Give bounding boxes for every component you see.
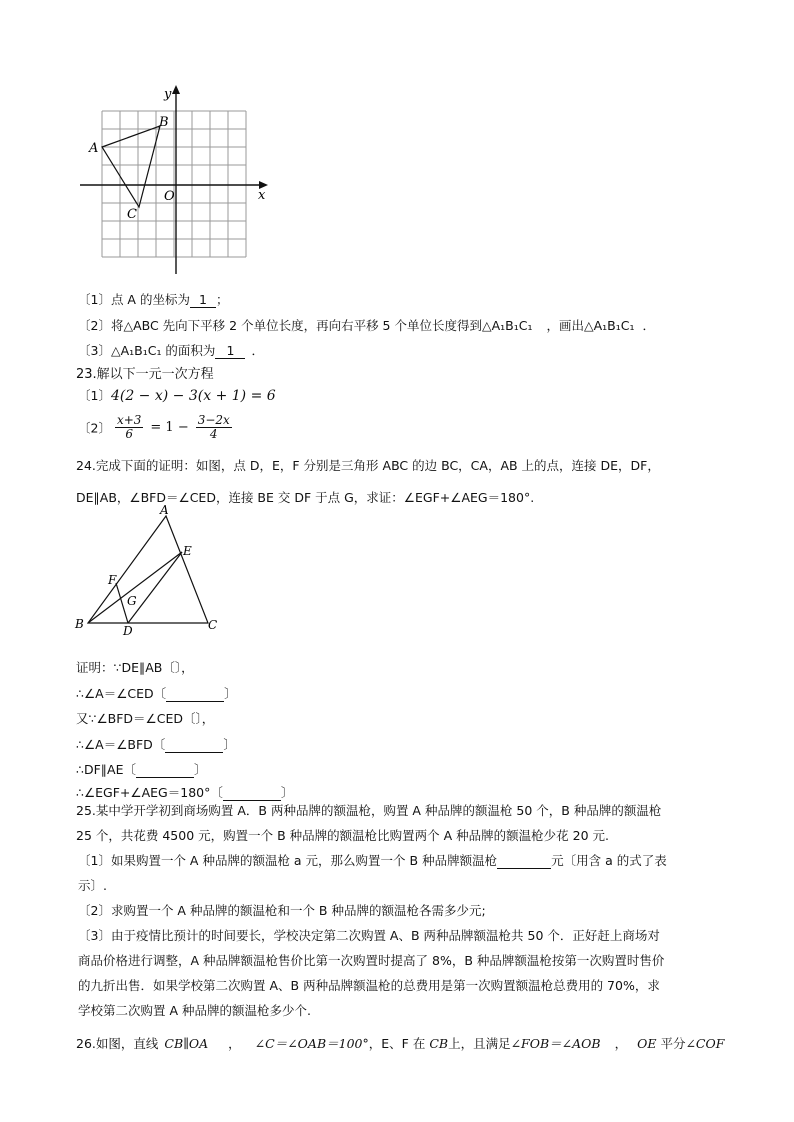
fig-label-d: D	[123, 624, 133, 638]
proof-line-2: ∴∠A＝∠CED〔 〕	[76, 686, 237, 701]
proof-line-4: ∴∠A＝∠BFD〔 〕	[76, 737, 236, 752]
q22-part1	[78, 290, 228, 308]
proof-line-3: 又∵∠BFD＝∠CED〔〕，	[76, 711, 215, 726]
triangle-abc-outline	[88, 516, 208, 623]
segment-de	[128, 552, 182, 623]
q23-fraction-right: $\frac{3-2x}{4}$	[197, 413, 230, 441]
q23-part1-label: 〔1〕	[78, 388, 111, 403]
q25-part3-line3: 的九折出售．如果学校第二次购置 A、B 两种品牌额温枪的总费用是第一次购置额温枪总费用的 70%，求	[78, 978, 660, 993]
point-c-label: C	[127, 207, 137, 222]
proof-line-1: 证明：∵DE∥AB〔〕，	[76, 660, 194, 675]
q22-part2-middle: ，画出△A₁B₁C₁	[546, 318, 635, 333]
q23-part1-equation: 4(2 − x) − 3(x + 1) = 6	[110, 388, 276, 404]
fig-label-g: G	[127, 594, 137, 608]
proof-line-5: ∴DF∥AE〔 〕	[76, 762, 207, 777]
q25-part3-line2: 商品价格进行调整，A 种品牌额温枪售价比第一次购置时提高了 8%，B 种品牌额温枪按第一次购置时售价	[78, 953, 665, 968]
q22-part3	[78, 341, 264, 359]
origin-label: O	[164, 189, 175, 204]
q22-part2-suffix: ．	[642, 318, 656, 333]
q22-part2-prefix: 〔2〕将△ABC 先向下平移 2 个单位长度，再向右平移 5 个单位长度得到△A₁B₁C₁	[78, 318, 533, 333]
q26-line1: 26.如图，直线 CB∥OA ， ∠C＝∠OAB＝100°，E、F 在 CB上，且满足∠FOB＝∠AOB ， OE 平分∠COF	[76, 1036, 725, 1051]
q25-part2: 〔2〕求购置一个 A 种品牌的额温枪和一个 B 种品牌的额温枪各需多少元;	[78, 903, 486, 918]
proof-blank-5	[136, 762, 194, 778]
q22-part3-suffix: ．	[251, 343, 264, 358]
q22-part1-suffix: ；	[215, 292, 229, 307]
y-axis-label: y	[164, 87, 172, 102]
q23-title: 23.解以下一元一次方程	[76, 367, 214, 382]
q23-part2-middle: = 1 −	[150, 420, 189, 435]
coordinate-grid-figure	[78, 82, 278, 277]
q23-fraction-left: $\frac{x+3}{6}$	[116, 413, 142, 441]
q22-part3-answer: 1	[215, 343, 245, 359]
q25-part1-cont: 示〕.	[78, 878, 107, 893]
q25-line2: 25 个，共花费 4500 元，购置一个 B 种品牌的额温枪比购置两个 A 种品牌的额温枪少花 20 元.	[76, 828, 609, 843]
segment-be	[88, 552, 182, 623]
q24-line2: DE∥AB，∠BFD＝∠CED，连接 BE 交 DF 于点 G，求证：∠EGF+∠AEG＝180°.	[76, 490, 535, 505]
proof-blank-4	[165, 737, 223, 753]
fig-label-a: A	[160, 504, 169, 517]
fig-label-f: F	[108, 573, 117, 587]
q25-part3-line4: 学校第二次购置 A 种品牌的额温枪多少个.	[78, 1003, 311, 1018]
proof-blank-2	[166, 686, 224, 702]
fig-label-b: B	[75, 617, 84, 631]
q22-part3-prefix: 〔3〕△A₁B₁C₁ 的面积为	[78, 343, 216, 358]
q25-line1: 25.某中学开学初到商场购置 A．B 两种品牌的额温枪，购置 A 种品牌的额温枪 50 个，B 种品牌的额温枪	[76, 803, 662, 818]
q22-part1-prefix: 〔1〕点 A 的坐标为	[78, 292, 190, 307]
q22-part1-answer: 1	[190, 292, 216, 308]
point-a-label: A	[89, 141, 99, 156]
proof-line-6: ∴∠EGF+∠AEG＝180°〔 〕	[76, 785, 294, 800]
x-axis-label: x	[258, 188, 266, 203]
q25-part1-blank	[497, 853, 551, 869]
fig-label-e: E	[183, 544, 192, 558]
q23-part2-label: 〔2〕	[78, 420, 111, 436]
y-axis-arrow	[172, 85, 180, 94]
q25-part1: 〔1〕如果购置一个 A 种品牌的额温枪 a 元，那么购置一个 B 种品牌额温枪 元〔用含 a 的式了表	[78, 853, 667, 868]
q24-line1: 24.完成下面的证明：如图，点 D，E，F 分别是三角形 ABC 的边 BC，CA，AB 上的点，连接 DE，DF，	[76, 458, 660, 473]
q25-part3-line1: 〔3〕由于疫情比预计的时间要长，学校决定第二次购置 A、B 两种品牌额温枪共 50 个．正好赶上商场对	[78, 928, 660, 943]
fig-label-c: C	[208, 618, 218, 632]
q23-part1	[78, 386, 276, 404]
triangle-abc	[102, 126, 160, 207]
q22-part2	[78, 316, 655, 334]
proof-blank-6	[223, 785, 281, 801]
triangle-proof-figure	[72, 504, 232, 640]
q23-part2	[78, 414, 232, 441]
point-b-label: B	[159, 115, 169, 130]
